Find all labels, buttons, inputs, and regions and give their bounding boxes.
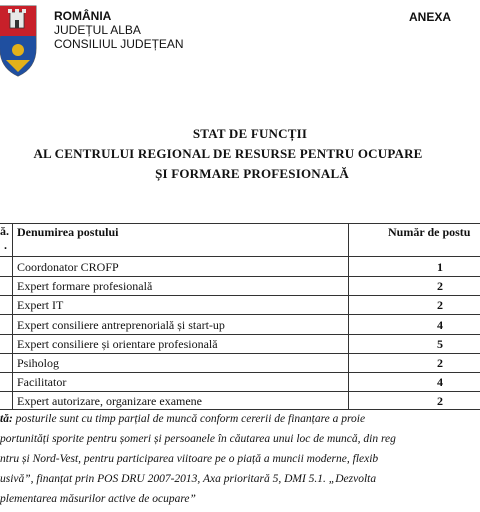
country-name: ROMÂNIA — [54, 9, 112, 23]
council-name: CONSILIUL JUDEȚEAN — [54, 37, 184, 51]
table-row-name: Expert autorizare, organizare examene — [17, 394, 203, 408]
footnote — [0, 409, 480, 509]
positions-table — [0, 223, 480, 409]
document-title-line-3: ȘI FORMARE PROFESIONALĂ — [155, 166, 349, 181]
table-row-name: Expert consiliere antreprenorială și start-up — [17, 318, 225, 332]
footnote-line-5: plementarea măsurilor active de ocupare” — [0, 493, 196, 505]
table-row-count: 5 — [437, 337, 443, 351]
footnote-line-3: ntru și Nord-Vest, pentru participarea viitoare pe o piață a muncii moderne, flexib — [0, 453, 379, 465]
document-title-line-2: AL CENTRULUI REGIONAL DE RESURSE PENTRU OCUPARE — [33, 146, 423, 161]
table-row-name: Coordonator CROFP — [17, 260, 119, 274]
column-header-name: Denumirea postului — [17, 225, 119, 239]
table-row-name: Facilitator — [17, 375, 67, 389]
table-row-count: 2 — [437, 279, 443, 293]
table-row-name: Expert formare profesională — [17, 279, 153, 293]
table-row-count: 4 — [437, 318, 443, 332]
footnote-line-2: portunități sporite pentru șomeri și persoanele în căutarea unui loc de muncă, din reg — [0, 433, 396, 445]
footnote-line-1: tă: posturile sunt cu timp parțial de muncă conform cererii de finanțare a proie — [0, 413, 366, 425]
table-row-name: Expert IT — [17, 298, 64, 312]
table-row-name: Expert consiliere și orientare profesională — [17, 337, 218, 351]
county-coat-of-arms — [0, 2, 40, 78]
table-row-count: 2 — [437, 356, 443, 370]
county-name: JUDEȚUL ALBA — [54, 23, 141, 37]
issuer-header — [54, 9, 184, 51]
column-header-index-sub: . — [4, 238, 7, 252]
table-row-count: 2 — [437, 394, 443, 408]
table-row-name: Psiholog — [17, 356, 60, 370]
annex-label: ANEXA — [409, 10, 452, 24]
table-row-count: 4 — [437, 375, 443, 389]
column-header-count: Număr de postu — [388, 225, 471, 239]
document-title-line-1: STAT DE FUNCȚII — [192, 126, 308, 141]
table-row-count: 1 — [437, 260, 443, 274]
footnote-line-4: usivă”, finanțat prin POS DRU 2007-2013, Axa prioritară 5, DMI 5.1. „Dezvolta — [0, 473, 377, 485]
table-row-count: 2 — [437, 298, 443, 312]
footnote-label: tă: — [0, 413, 13, 425]
column-header-index: ă. — [0, 224, 9, 238]
